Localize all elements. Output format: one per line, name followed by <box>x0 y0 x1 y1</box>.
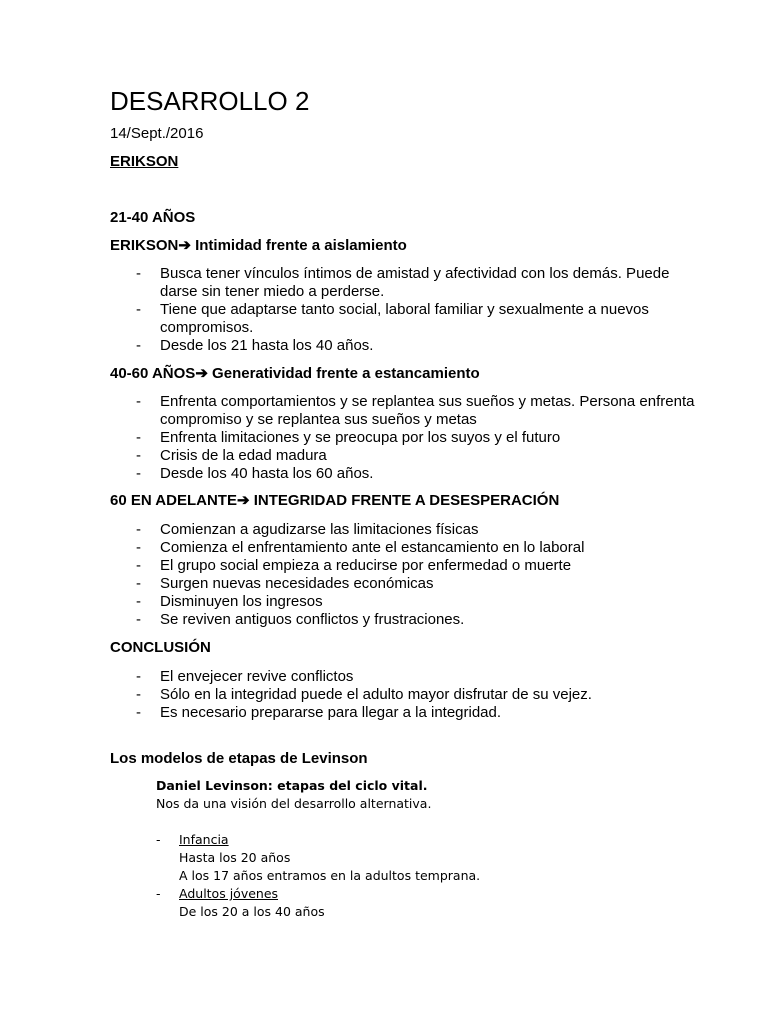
stage-line: A los 17 años entramos en la adultos temprana. <box>179 868 481 883</box>
heading-text: Generatividad frente a estancamiento <box>207 365 480 382</box>
dash-bullet: - <box>136 557 141 574</box>
dash-bullet: - <box>136 265 141 282</box>
dash-bullet: - <box>136 539 141 556</box>
list-item-text: Tiene que adaptarse tanto social, laboral familiar y sexualmente a nuevos compromisos. <box>160 301 649 336</box>
list-item-text: Es necesario prepararse para llegar a la integridad. <box>160 704 502 721</box>
section-21-40-subheading <box>110 237 407 255</box>
heading-text: INTEGRIDAD FRENTE A DESESPERACIÓN <box>249 492 560 509</box>
list-item <box>110 301 710 337</box>
list-item-text: Desde los 21 hasta los 40 años. <box>160 337 374 354</box>
dash-bullet: - <box>136 611 141 628</box>
list-item <box>110 429 710 447</box>
list-item <box>110 447 710 465</box>
erikson-heading: ERIKSON <box>110 153 179 170</box>
dash-bullet: - <box>136 668 141 685</box>
dash-bullet: - <box>156 832 161 847</box>
list-item-text: Comienza el enfrentamiento ante el estancamiento en lo laboral <box>160 539 585 556</box>
list-item <box>110 337 710 355</box>
list-item <box>110 686 710 704</box>
list-item-text: Sólo en la integridad puede el adulto mayor disfrutar de su vejez. <box>160 686 592 703</box>
arrow-right-icon: ➔ <box>195 365 208 382</box>
stage-item <box>156 885 480 921</box>
dash-bullet: - <box>156 886 161 901</box>
list-item-text: El grupo social empieza a reducirse por enfermedad o muerte <box>160 557 572 574</box>
dash-bullet: - <box>136 393 141 410</box>
levinson-subtitle: Daniel Levinson: etapas del ciclo vital. <box>156 778 428 793</box>
list-item-text: Busca tener vínculos íntimos de amistad y afectividad con los demás. Puede darse sin tener miedo a perderse. <box>160 265 670 300</box>
list-item <box>110 539 710 557</box>
stage-name: Adultos jóvenes <box>179 886 279 901</box>
section-21-40-list <box>110 265 710 355</box>
list-item <box>110 393 710 429</box>
levinson-stage-list <box>156 831 480 921</box>
list-item-text: El envejecer revive conflictos <box>160 668 354 685</box>
dash-bullet: - <box>136 704 141 721</box>
dash-bullet: - <box>136 593 141 610</box>
dash-bullet: - <box>136 465 141 482</box>
list-item-text: Desde los 40 hasta los 60 años. <box>160 465 374 482</box>
list-item-text: Enfrenta comportamientos y se replantea sus sueños y metas. Persona enfrenta compromiso y se replantea sus sueños y metas <box>160 393 695 428</box>
list-item <box>110 668 710 686</box>
subheading-prefix: ERIKSON <box>110 237 179 254</box>
list-item <box>110 265 710 301</box>
levinson-heading: Los modelos de etapas de Levinson <box>110 750 368 767</box>
dash-bullet: - <box>136 429 141 446</box>
dash-bullet: - <box>136 301 141 318</box>
section-40-60-list <box>110 393 710 483</box>
stage-line: De los 20 a los 40 años <box>179 904 325 919</box>
subheading-text: Intimidad frente a aislamiento <box>190 237 407 254</box>
list-item-text: Disminuyen los ingresos <box>160 593 323 610</box>
section-60-heading <box>110 492 559 510</box>
section-21-40-heading: 21-40 AÑOS <box>110 209 196 226</box>
list-item <box>110 704 710 722</box>
list-item <box>110 593 710 611</box>
stage-name: Infancia <box>179 832 229 847</box>
stage-item <box>156 831 480 885</box>
list-item-text: Surgen nuevas necesidades económicas <box>160 575 434 592</box>
dash-bullet: - <box>136 521 141 538</box>
heading-prefix: 40-60 AÑOS <box>110 365 196 382</box>
document-title: DESARROLLO 2 <box>110 86 310 116</box>
heading-prefix: 60 EN ADELANTE <box>110 492 237 509</box>
levinson-intro: Nos da una visión del desarrollo alternativa. <box>156 796 432 811</box>
dash-bullet: - <box>136 575 141 592</box>
dash-bullet: - <box>136 686 141 703</box>
dash-bullet: - <box>136 337 141 354</box>
conclusion-list <box>110 668 710 722</box>
document-date: 14/Sept./2016 <box>110 125 204 142</box>
arrow-right-icon: ➔ <box>236 492 250 509</box>
list-item <box>110 465 710 483</box>
dash-bullet: - <box>136 447 141 464</box>
list-item <box>110 521 710 539</box>
list-item <box>110 611 710 629</box>
list-item-text: Se reviven antiguos conflictos y frustraciones. <box>160 611 465 628</box>
list-item-text: Enfrenta limitaciones y se preocupa por los suyos y el futuro <box>160 429 561 446</box>
list-item-text: Crisis de la edad madura <box>160 447 327 464</box>
section-60-list <box>110 521 710 629</box>
list-item <box>110 575 710 593</box>
stage-line: Hasta los 20 años <box>179 850 291 865</box>
conclusion-heading: CONCLUSIÓN <box>110 639 211 656</box>
section-40-60-heading <box>110 365 480 383</box>
list-item <box>110 557 710 575</box>
arrow-right-icon: ➔ <box>178 237 191 254</box>
list-item-text: Comienzan a agudizarse las limitaciones físicas <box>160 521 479 538</box>
